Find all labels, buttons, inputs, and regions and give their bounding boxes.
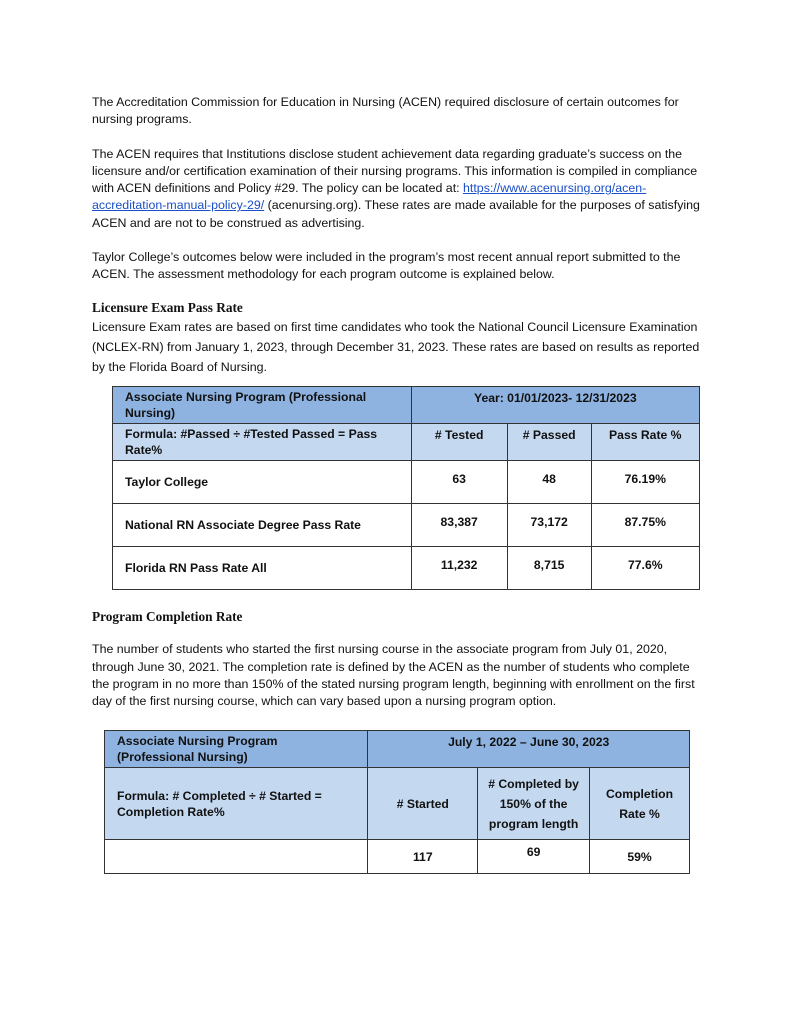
row-rate: 77.6% xyxy=(591,546,699,589)
row-tested: 11,232 xyxy=(411,546,507,589)
completion-section-title: Program Completion Rate xyxy=(92,608,243,624)
completion-subheader-row xyxy=(105,768,690,840)
row-completion-rate: 59% xyxy=(590,840,690,874)
row-passed: 8,715 xyxy=(507,546,591,589)
completion-program-header: Associate Nursing Program (Professional Nursing) xyxy=(105,731,368,768)
row-label: National RN Associate Degree Pass Rate xyxy=(113,503,412,546)
row-label: Florida RN Pass Rate All xyxy=(113,546,412,589)
col-completion-rate-header: Completion Rate % xyxy=(590,768,690,840)
col-started-header: # Started xyxy=(368,768,478,840)
completion-period-header: July 1, 2022 – June 30, 2023 xyxy=(368,731,690,768)
row-label xyxy=(105,840,368,874)
licensure-program-header: Associate Nursing Program (Professional Nursing) xyxy=(113,386,412,423)
completion-table xyxy=(104,730,690,874)
table-row xyxy=(113,503,700,546)
acen-policy-link[interactable]: https://www.acenursing.org/acen-accreditation-manual-policy-29/ xyxy=(92,181,647,213)
row-passed: 48 xyxy=(507,460,591,503)
col-pass-rate-header: Pass Rate % xyxy=(591,423,699,460)
licensure-year-header: Year: 01/01/2023- 12/31/2023 xyxy=(411,386,699,423)
row-rate: 76.19% xyxy=(591,460,699,503)
row-tested: 83,387 xyxy=(411,503,507,546)
row-started: 117 xyxy=(368,840,478,874)
completion-formula: Formula: # Completed ÷ # Started = Completion Rate% xyxy=(105,768,368,840)
licensure-table xyxy=(112,386,700,590)
intro-paragraph-2 xyxy=(92,146,702,232)
intro-paragraph-2-text: The ACEN requires that Institutions disclose student achievement data regarding graduate’s success on the licensure and/or certification examination of their nursing programs. This information is compiled in compliance with ACEN definitions and Policy #29. The policy can be located at: xyxy=(92,146,698,196)
intro-paragraph-1: The Accreditation Commission for Education in Nursing (ACEN) required disclosure of certain outcomes for nursing programs. xyxy=(92,95,679,127)
licensure-section-title: Licensure Exam Pass Rate xyxy=(92,299,243,315)
intro-paragraph-3: Taylor College’s outcomes below were included in the program’s most recent annual report submitted to the ACEN. The assessment methodology for each program outcome is explained below. xyxy=(92,250,681,282)
table-row xyxy=(113,546,700,589)
row-completed: 69 xyxy=(478,840,590,874)
row-rate: 87.75% xyxy=(591,503,699,546)
table-row xyxy=(113,460,700,503)
col-completed-header: # Completed by 150% of the program length xyxy=(478,768,590,840)
col-tested-header: # Tested xyxy=(411,423,507,460)
licensure-description: Licensure Exam rates are based on first time candidates who took the National Council Licensure Examination (NCLEX-RN) from January 1, 2023, through December 31, 2023. These rates are based on results as reported by the Florida Board of Nursing. xyxy=(92,319,700,374)
row-tested: 63 xyxy=(411,460,507,503)
document-page xyxy=(92,94,702,874)
licensure-formula: Formula: #Passed ÷ #Tested Passed = Pass Rate% xyxy=(113,423,412,460)
table-row xyxy=(105,840,690,874)
completion-description: The number of students who started the first nursing course in the associate program from July 01, 2020, through June 30, 2021. The completion rate is defined by the ACEN as the number of students who complete the program in no more than 150% of the stated nursing program length, beginning with enrollment on the first day of the first nursing course, which can vary based upon a nursing program option. xyxy=(92,642,695,709)
col-passed-header: # Passed xyxy=(507,423,591,460)
row-passed: 73,172 xyxy=(507,503,591,546)
intro-paragraph-2-text-end: (acenursing.org). These rates are made available for the purposes of satisfying ACEN and are not to be construed as advertising. xyxy=(92,198,700,230)
licensure-subheader-row xyxy=(113,423,700,460)
row-label: Taylor College xyxy=(113,460,412,503)
